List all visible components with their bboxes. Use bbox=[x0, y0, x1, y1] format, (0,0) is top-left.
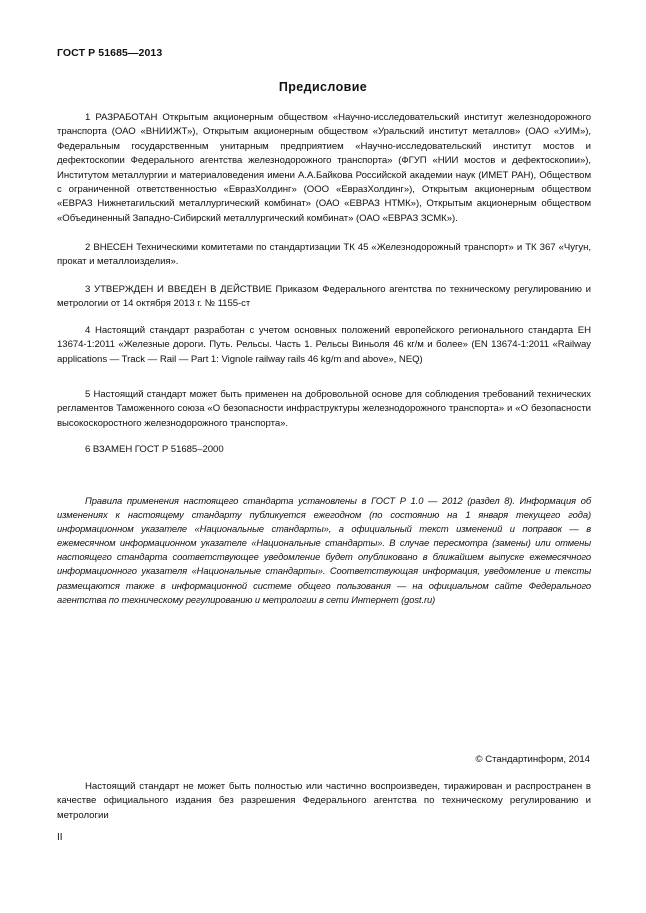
copyright-line: © Стандартинформ, 2014 bbox=[475, 754, 590, 765]
paragraph-approved: 3 УТВЕРЖДЕН И ВВЕДЕН В ДЕЙСТВИЕ Приказом Федерального агентства по техническому регулированию и метрологии от 14 октября 2013 г. № 1155-ст bbox=[57, 284, 591, 310]
document-code-header: ГОСТ Р 51685—2013 bbox=[57, 47, 163, 59]
paragraph-replaces: 6 ВЗАМЕН ГОСТ Р 51685–2000 bbox=[85, 444, 224, 455]
paragraph-developed-by: 1 РАЗРАБОТАН Открытым акционерным обществом «Научно-исследовательский институт железнодорожного транспорта (ОАО «ВНИИЖТ»), Открытым акционерным обществом «Уральский институт металлов» (ОАО «УИМ»), Федеральным государственным унитарным предприятием «Научно-исследовательский институт мостов и дефектоскопии Федерального агентства железнодорожного транспорта» (ФГУП «НИИ мостов и дефектоскопии»), Институтом металлургии и материаловедения имени А.А.Байкова Российской академии наук (ИМЕТ РАН), Обществом с ограниченной ответственностью «ЕвразХолдинг» (ООО «ЕвразХолдинг»), Открытым акционерным обществом «ЕВРАЗ Нижнетагильский металлургический комбинат» (ОАО «ЕВРАЗ НТМК»), Открытым акционерным обществом «Объединенный Западно-Сибирский металлургический комбинат» (ОАО «ЕВРАЗ ЗСМК»). bbox=[57, 112, 591, 224]
paragraph-based-on: 4 Настоящий стандарт разработан с учетом основных положений европейского регионального стандарта ЕН 13674-1:2011 «Железные дороги. Путь. Рельсы. Часть 1. Рельсы Виньоля 46 кг/м и более» (EN 13674-1:2011 «Railway applications — Track — Rail — Part 1: Vignole railway rails 46 kg/m and above», NEQ) bbox=[57, 325, 591, 365]
application-rules-notice: Правила применения настоящего стандарта установлены в ГОСТ Р 1.0 — 2012 (раздел 8). Информация об изменениях к настоящему стандарту публикуется ежегодном (по состоянию на 1 января текущего года) информационном указателе «Национальные стандарты», а официальный текст изменений и поправок — в ежемесячном информационном указателе «Национальные стандарты». В случае пересмотра (замены) или отмены настоящего стандарта соответствующее уведомление будет опубликовано в ближайшем выпуске ежемесячного информационного указателя «Национальные стандарты». Соответствующая информация, уведомление и тексты размещаются также в информационной системе общего пользования — на официальном сайте Федерального агентства по техническому регулированию и метрологии в сети Интернет (gost.ru) bbox=[57, 495, 591, 605]
paragraph-voluntary-use: 5 Настоящий стандарт может быть применен на добровольной основе для соблюдения требований технических регламентов Таможенного союза «О безопасности инфраструктуры железнодорожного транспорта» и «О безопасности высокоскоростного железнодорожного транспорта». bbox=[57, 389, 591, 429]
page-number: II bbox=[57, 832, 63, 843]
paragraph-introduced-by: 2 ВНЕСЕН Техническими комитетами по стандартизации ТК 45 «Железнодорожный транспорт» и ТК 367 «Чугун, прокат и металлоизделия». bbox=[57, 242, 591, 268]
section-title: Предисловие bbox=[278, 80, 368, 94]
reproduction-notice: Настоящий стандарт не может быть полностью или частично воспроизведен, тиражирован и распространен в качестве официального издания без разрешения Федерального агентства по техническому регулированию и метрологии bbox=[57, 781, 591, 821]
